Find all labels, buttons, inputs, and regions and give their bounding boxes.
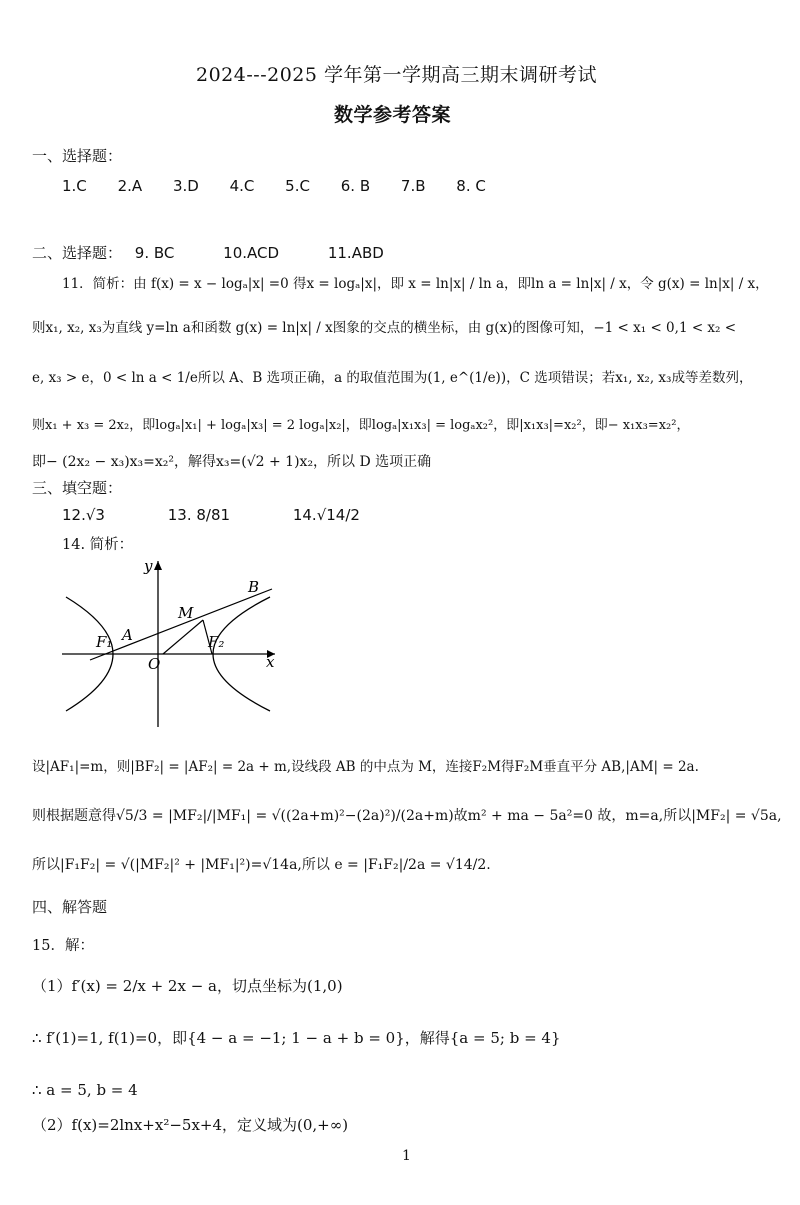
answer-13: 13. 8/81 <box>167 506 231 524</box>
section4-heading: 四、解答题 <box>32 898 108 916</box>
label-b: B <box>248 578 260 596</box>
section2-heading: 二、选择题： <box>32 244 123 262</box>
q15-line-3: ∴ a = 5, b = 4 <box>32 1081 138 1099</box>
answer-4: 4.C <box>229 177 255 195</box>
label-x: x <box>266 653 275 671</box>
answer-8: 8. C <box>456 177 486 195</box>
label-y: y <box>144 557 153 575</box>
answer-7: 7.B <box>400 177 426 195</box>
label-f1: F₁ <box>96 633 113 651</box>
section3-heading: 三、填空题： <box>32 479 123 497</box>
q15-line-4: （2）f(x)=2lnx+x²−5x+4，定义域为(0,+∞) <box>32 1116 349 1134</box>
answer-14: 14.√14/2 <box>292 506 360 524</box>
answer-3: 3.D <box>172 177 199 195</box>
q11-line-1: 11．简析：由 f(x) = x − logₐ|x| =0 得x = logₐ|x|，即 x = ln|x| / ln a，即ln a = ln|x| / x，令 g(x) = ln|x| / x， <box>62 276 769 292</box>
answer-10: 10.ACD <box>223 244 280 262</box>
label-a: A <box>122 626 133 644</box>
segment-om <box>163 620 203 654</box>
q11-line-5: 即− (2x₂ − x₃)x₃=x₂²，解得x₃=(√2 + 1)x₂，所以 D 选项正确 <box>32 454 432 470</box>
q14-line-1: 设|AF₁|=m，则|BF₂| = |AF₂| = 2a + m,设线段 AB 的中点为 M，连接F₂M得F₂M垂直平分 AB,|AM| = 2a. <box>32 759 699 775</box>
answer-9: 9. BC <box>134 244 175 262</box>
line-ab <box>90 589 272 660</box>
label-f2: F₂ <box>208 633 225 651</box>
q11-line-3: e, x₃ > e，0 < ln a < 1/e所以 A、B 选项正确，a 的取值范围为(1, e^(1/e))，C 选项错误；若x₁, x₂, x₃成等差数列， <box>32 370 753 386</box>
q15-line-2: ∴ f′(1)=1, f(1)=0，即{4 − a = −1; 1 − a + b = 0}，解得{a = 5; b = 4} <box>32 1029 561 1047</box>
answer-2: 2.A <box>117 177 143 195</box>
section2-row <box>32 242 384 263</box>
answer-1: 1.C <box>62 177 87 195</box>
section1-answers <box>62 177 486 195</box>
exam-title: 2024---2025 学年第一学期高三期末调研考试 <box>196 64 598 86</box>
q15-heading: 15．解： <box>32 938 94 954</box>
q14-line-3: 所以|F₁F₂| = √(|MF₂|² + |MF₁|²)=√14a,所以 e = |F₁F₂|/2a = √14/2. <box>32 857 491 873</box>
q11-line-4: 则x₁ + x₃ = 2x₂，即logₐ|x₁| + logₐ|x₃| = 2 logₐ|x₂|，即logₐ|x₁x₃| = logₐx₂²，即|x₁x₃|=x₂²，即− x₁x₃=x₂²， <box>32 418 690 433</box>
section1-heading: 一、选择题： <box>32 147 123 165</box>
label-o: O <box>148 655 161 673</box>
section3-answers <box>62 506 360 524</box>
page-number: 1 <box>402 1148 411 1164</box>
answer-6: 6. B <box>340 177 371 195</box>
answer-5: 5.C <box>285 177 310 195</box>
q15-line-1: （1）f′(x) = 2/x + 2x − a，切点坐标为(1,0) <box>32 977 343 995</box>
q14-heading: 14. 简析： <box>62 537 134 553</box>
label-m: M <box>178 604 194 622</box>
hyperbola-figure <box>60 557 290 732</box>
answer-12: 12.√3 <box>62 506 105 524</box>
y-axis-arrow <box>154 561 162 570</box>
q11-line-2: 则x₁, x₂, x₃为直线 y=ln a和函数 g(x) = ln|x| / x图象的交点的横坐标，由 g(x)的图像可知，−1 < x₁ < 0,1 < x₂ < <box>32 320 737 336</box>
answer-11: 11.ABD <box>327 244 384 262</box>
q14-line-2: 则根据题意得√5/3 = |MF₂|/|MF₁| = √((2a+m)²−(2a)²)/(2a+m)故m² + ma − 5a²=0 故，m=a,所以|MF₂| = √5a, <box>32 808 782 824</box>
answer-key-subtitle: 数学参考答案 <box>334 104 452 126</box>
